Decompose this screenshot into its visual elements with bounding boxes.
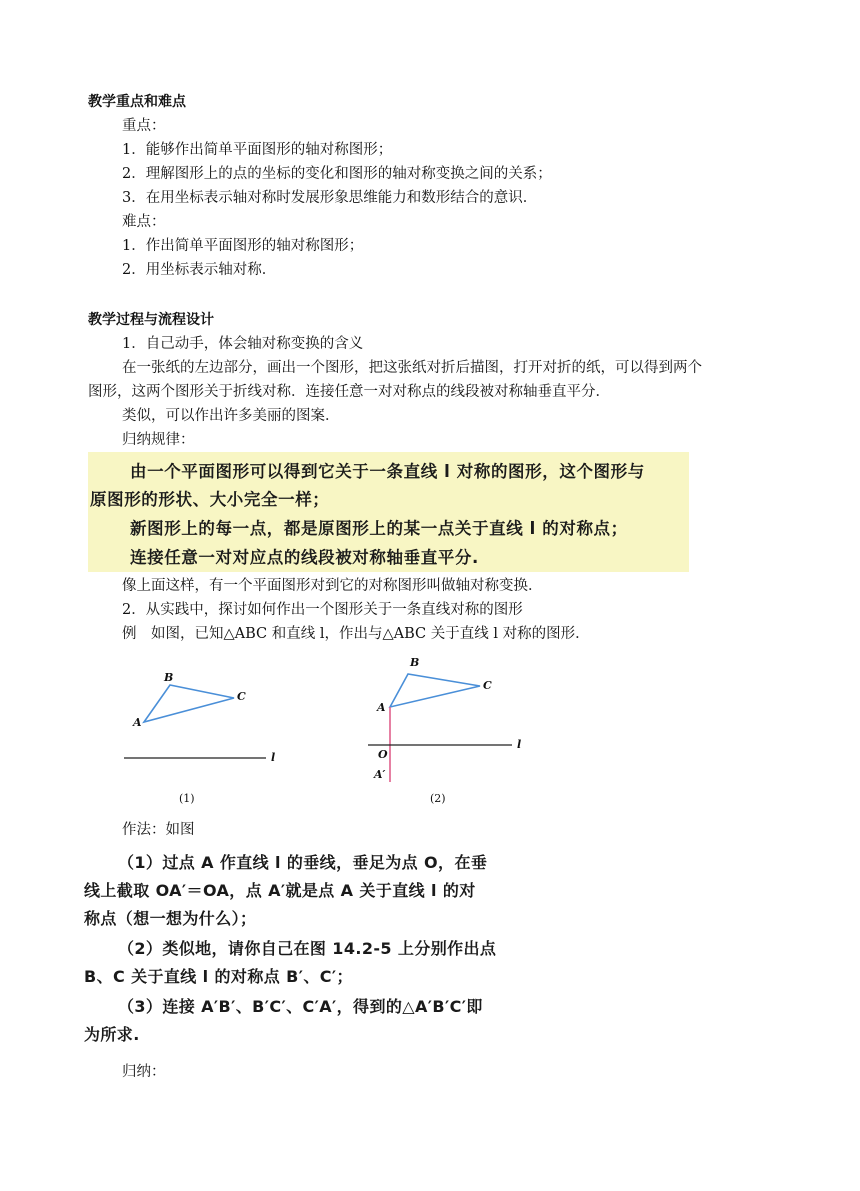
point-label-a: A xyxy=(133,716,142,729)
paragraph-line: 在一张纸的左边部分，画出一个图形，把这张纸对折后描图，打开对折的纸，可以得到两个 xyxy=(122,360,702,376)
point-label-b: B xyxy=(410,656,420,669)
rule-line: 由一个平面图形可以得到它关于一条直线 l 对称的图形，这个图形与 xyxy=(130,462,645,481)
point-label-c: C xyxy=(483,679,492,692)
point-label-o: O xyxy=(378,748,388,761)
step-title: 2．从实践中，探讨如何作出一个图形关于一条直线对称的图形 xyxy=(122,602,523,618)
paragraph-line: 像上面这样，有一个平面图形对到它的对称图形叫做轴对称变换． xyxy=(122,578,543,594)
method-label: 作法：如图 xyxy=(122,822,195,838)
figure-1-diagram xyxy=(118,660,288,810)
difficulty-item: 2．用坐标表示轴对称． xyxy=(122,262,277,278)
point-label-b: B xyxy=(164,671,174,684)
step-title: 1．自己动手，体会轴对称变换的含义 xyxy=(122,336,364,352)
rule-line: 连接任意一对对应点的线段被对称轴垂直平分. xyxy=(130,548,479,567)
summary-label: 归纳规律： xyxy=(122,432,195,448)
difficulty-item: 1．作出简单平面图形的轴对称图形； xyxy=(122,238,364,254)
triangle-abc xyxy=(144,685,234,722)
key-point-item: 2．理解图形上的点的坐标的变化和图形的轴对称变换之间的关系； xyxy=(122,166,552,182)
difficulty-label: 难点： xyxy=(122,214,166,230)
section-heading-key-points: 教学重点和难点 xyxy=(88,94,186,110)
paragraph-line: 类似，可以作出许多美丽的图案． xyxy=(122,408,340,424)
rule-line: 原图形的形状、大小完全一样； xyxy=(90,490,330,509)
point-label-a: A xyxy=(377,701,386,714)
point-label-c: C xyxy=(237,690,246,703)
triangle-abc xyxy=(390,674,480,707)
point-label-a-prime: A′ xyxy=(374,768,386,781)
key-points-label: 重点： xyxy=(122,118,166,134)
method-line: （1）过点 A 作直线 l 的垂线，垂足为点 O，在垂 xyxy=(118,853,488,872)
figure-2-diagram xyxy=(360,652,530,810)
method-line: （2）类似地，请你自己在图 14.2-5 上分别作出点 xyxy=(118,939,497,958)
method-line: 为所求. xyxy=(84,1025,140,1044)
figure-caption: (2) xyxy=(430,792,446,805)
conclusion-label: 归纳： xyxy=(122,1064,166,1080)
key-point-item: 1．能够作出简单平面图形的轴对称图形； xyxy=(122,142,393,158)
rule-summary-box xyxy=(88,452,689,572)
paragraph-line: 图形，这两个图形关于折线对称．连接任意一对对称点的线段被对称轴垂直平分． xyxy=(88,384,610,400)
example-statement: 例 如图，已知△ABC 和直线 l，作出与△ABC 关于直线 l 对称的图形． xyxy=(122,626,590,642)
rule-line: 新图形上的每一点，都是原图形上的某一点关于直线 l 的对称点； xyxy=(130,519,628,538)
line-label-l: l xyxy=(271,751,276,764)
method-line: B、C 关于直线 l 的对称点 B′、C′； xyxy=(84,967,353,986)
line-label-l: l xyxy=(517,738,522,751)
key-point-item: 3．在用坐标表示轴对称时发展形象思维能力和数形结合的意识． xyxy=(122,190,538,206)
section-heading-process: 教学过程与流程设计 xyxy=(88,312,214,328)
figure-caption: (1) xyxy=(179,792,195,805)
method-line: 线上截取 OA′＝OA，点 A′就是点 A 关于直线 l 的对 xyxy=(84,881,476,900)
method-line: 称点（想一想为什么）； xyxy=(84,909,257,928)
construction-method-block xyxy=(84,846,544,1046)
method-line: （3）连接 A′B′、B′C′、C′A′，得到的△A′B′C′即 xyxy=(118,997,483,1016)
